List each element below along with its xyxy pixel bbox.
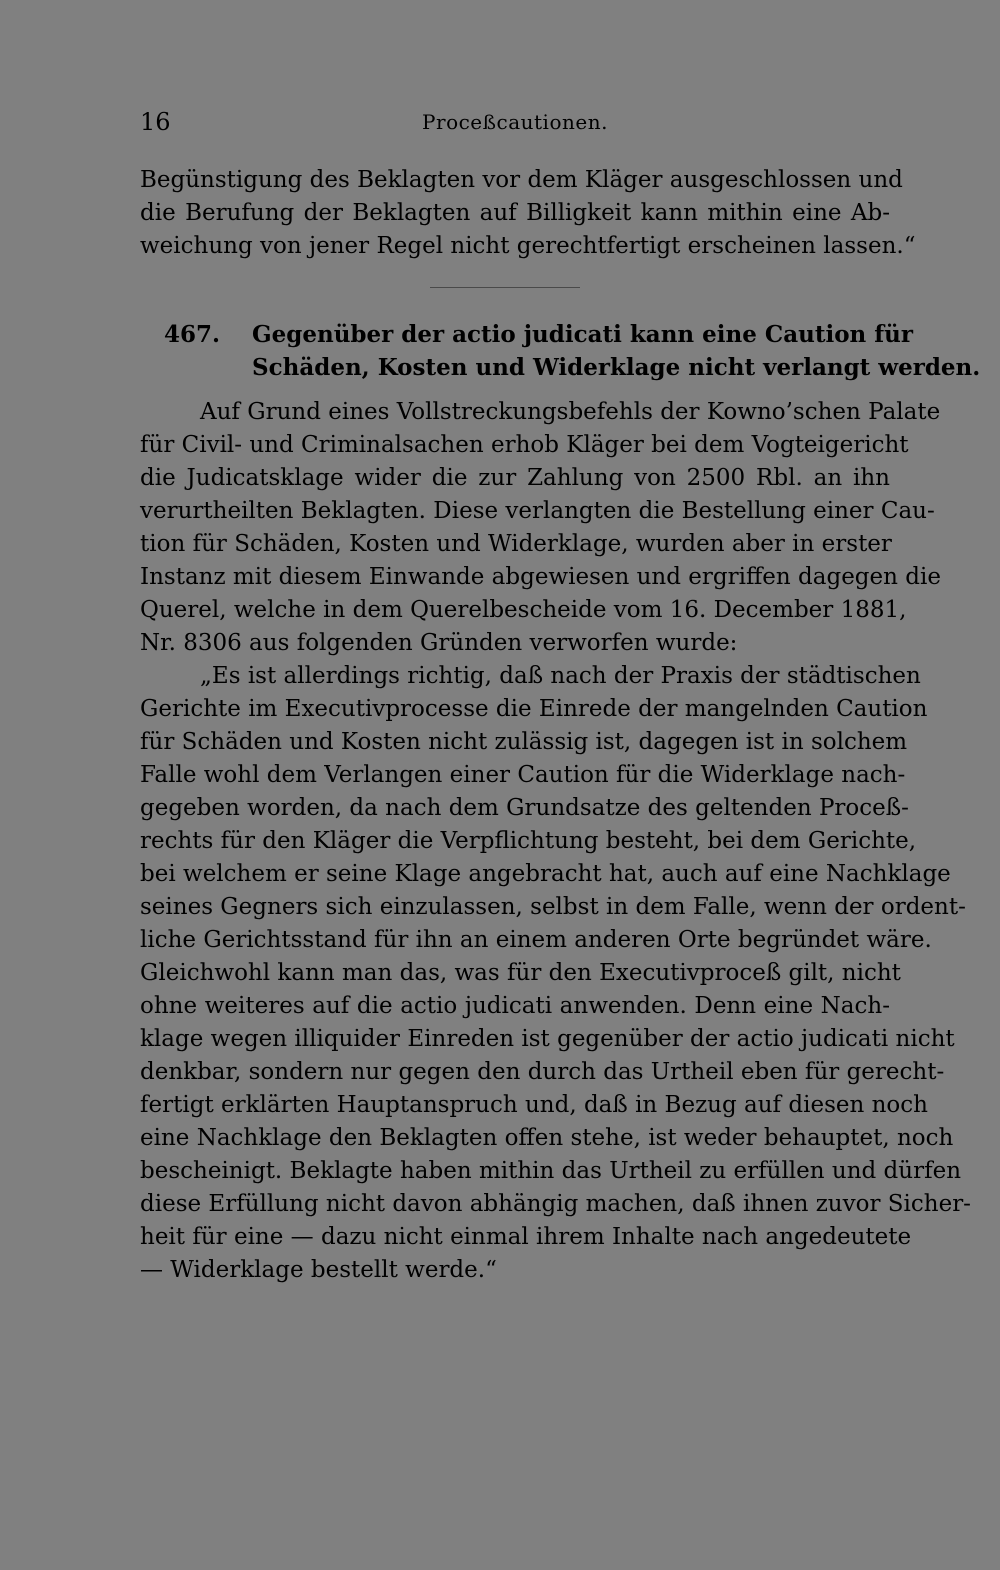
text-line: Nr. 8306 aus folgenden Gründen verworfen wurde: [140, 630, 738, 656]
text-line: die Berufung der Beklagten auf Billigkeit kann mithin eine Ab- [140, 200, 890, 226]
text-line: Instanz mit diesem Einwande abgewiesen und ergriffen dagegen die [140, 564, 941, 590]
text-line: ohne weiteres auf die actio judicati anwenden. Denn eine Nach- [140, 993, 890, 1019]
text-line: weichung von jener Regel nicht gerechtfertigt erscheinen lassen.“ [140, 233, 916, 259]
paragraph [140, 396, 941, 660]
text-line: Querel, welche in dem Querelbescheide vom 16. December 1881, [140, 597, 907, 623]
running-title: Proceßcautionen. [422, 110, 608, 134]
text-line: Gleichwohl kann man das, was für den Executivproceß gilt, nicht [140, 960, 901, 986]
text-line: bei welchem er seine Klage angebracht hat, auch auf eine Nachklage [140, 861, 951, 887]
text-line: tion für Schäden, Kosten und Widerklage, wurden aber in erster [140, 531, 892, 557]
section-number: 467. [164, 321, 221, 348]
text-line: klage wegen illiquider Einreden ist gegenüber der actio judicati nicht [140, 1026, 955, 1052]
text-line: gegeben worden, da nach dem Grundsatze des geltenden Proceß- [140, 795, 909, 821]
text-line: Falle wohl dem Verlangen einer Caution für die Widerklage nach- [140, 762, 906, 788]
page-header [140, 108, 890, 142]
text-line: für Schäden und Kosten nicht zulässig ist, dagegen ist in solchem [140, 729, 908, 755]
text-line: heit für eine — dazu nicht einmal ihrem Inhalte nach angedeutete [140, 1224, 912, 1250]
text-line: eine Nachklage den Beklagten offen stehe, ist weder behauptet, noch [140, 1125, 954, 1151]
text-line: für Civil- und Criminalsachen erhob Kläger bei dem Vogteigericht [140, 432, 909, 458]
text-line: Gerichte im Executivprocesse die Einrede der mangelnden Caution [140, 696, 928, 722]
text-line: — Widerklage bestellt werde.“ [140, 1257, 497, 1283]
continued-paragraph [140, 164, 916, 263]
text-line: verurtheilten Beklagten. Diese verlangten die Bestellung einer Cau- [140, 498, 935, 524]
heading-line-1 [140, 318, 913, 351]
text-line: Auf Grund eines Vollstreckungsbefehls der Kowno’schen Palate [200, 399, 941, 425]
text-line: „Es ist allerdings richtig, daß nach der Praxis der städtischen [200, 663, 921, 689]
text-line: seines Gegners sich einzulassen, selbst in dem Falle, wenn der ordent- [140, 894, 966, 920]
text-line: die Judicatsklage wider die zur Zahlung von 2500 Rbl. an ihn [140, 465, 890, 491]
page-number: 16 [140, 108, 171, 136]
text-line: Begünstigung des Beklagten vor dem Kläger ausgeschlossen und [140, 167, 903, 193]
heading-line-2: Schäden, Kosten und Widerklage nicht verlangt werden. [252, 354, 981, 381]
text-line: rechts für den Kläger die Verpflichtung besteht, bei dem Gerichte, [140, 828, 917, 854]
section-heading [140, 318, 981, 384]
text-line: diese Erfüllung nicht davon abhängig machen, daß ihnen zuvor Sicher- [140, 1191, 971, 1217]
text-line: denkbar, sondern nur gegen den durch das Urtheil eben für gerecht- [140, 1059, 945, 1085]
section-divider [430, 287, 580, 288]
text-line: liche Gerichtsstand für ihn an einem anderen Orte begründet wäre. [140, 927, 932, 953]
text-line: fertigt erklärten Hauptanspruch und, daß in Bezug auf diesen noch [140, 1092, 928, 1118]
text-line: bescheinigt. Beklagte haben mithin das Urtheil zu erfüllen und dürfen [140, 1158, 962, 1184]
quoted-decision [140, 660, 971, 1287]
heading-text-1: Gegenüber der actio judicati kann eine Caution für [252, 321, 913, 348]
